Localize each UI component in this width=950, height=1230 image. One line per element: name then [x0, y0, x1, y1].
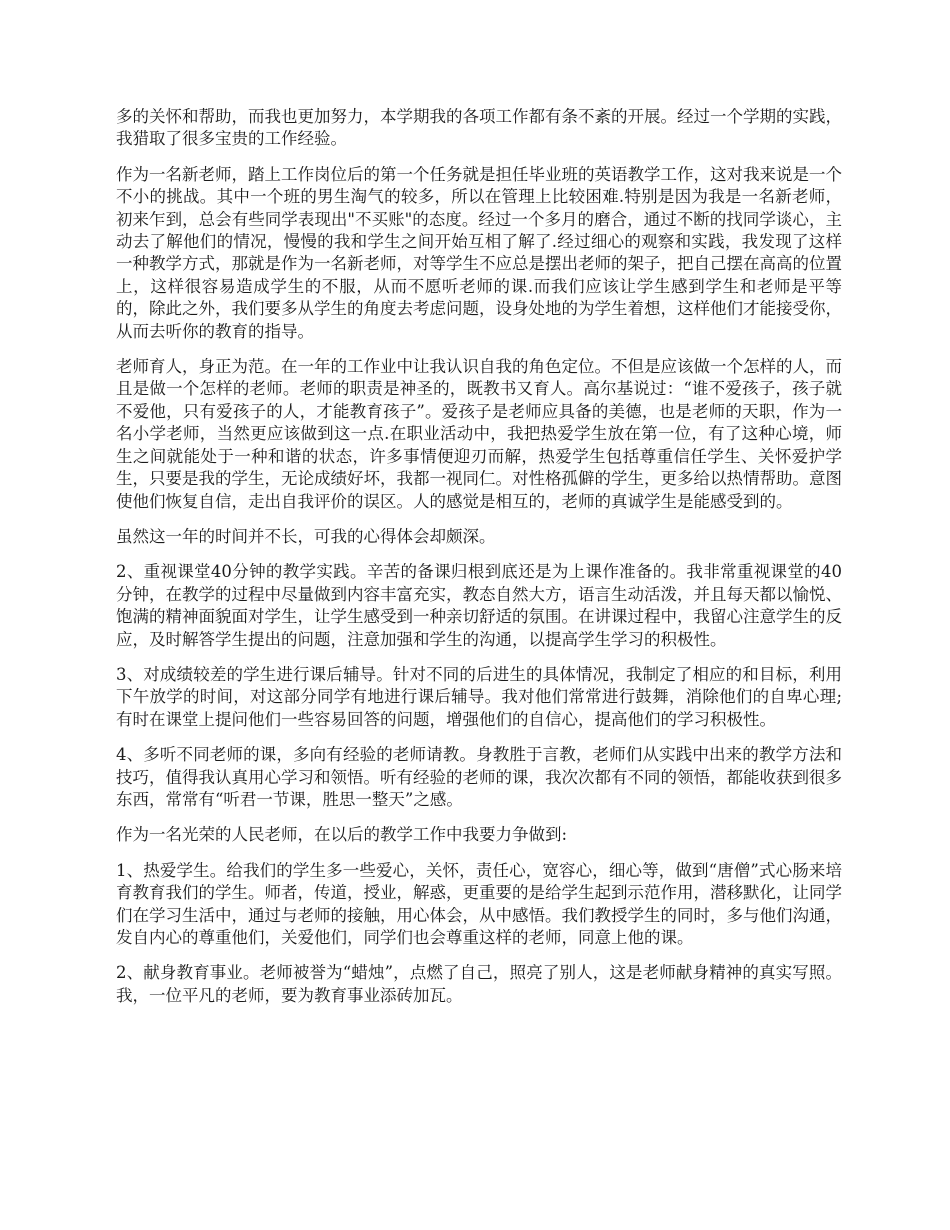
- paragraph-4: 虽然这一年的时间并不长，可我的心得体会却颇深。: [116, 526, 496, 546]
- paragraph-7: 4、多听不同老师的课，多向有经验的老师请教。身教胜于言教，老师们从实践中出来的教学方法和技巧，值得我认真用心学习和领悟。听有经验的老师的课，我次次都有不同的领悟，都能收获到很多东西，常常有“听君一节课，胜思一整天”之感。: [116, 745, 842, 809]
- paragraph-3: 老师育人，身正为范。在一年的工作业中让我认识自我的角色定位。不但是应该做一个怎样的人，而且是做一个怎样的老师。老师的职责是神圣的，既教书又育人。高尔基说过：“谁不爱孩子，孩子就不爱他，只有爱孩子的人，才能教育孩子”。爱孩子是老师应具备的美德，也是老师的天职，作为一名小学老师，当然更应该做到这一点.在职业活动中，我把热爱学生放在第一位，有了这种心境，师生之间就能处于一种和谐的状态，许多事情便迎刃而解，热爱学生包括尊重信任学生、关怀爱护学生，只要是我的学生，无论成绩好坏，我都一视同仁。对性格孤僻的学生，更多给以热情帮助。意图使他们恢复自信，走出自我评价的误区。人的感觉是相互的，老师的真诚学生是能感受到的。: [116, 357, 842, 511]
- paragraph-9: 1、热爱学生。给我们的学生多一些爱心，关怀，责任心，宽容心，细心等，做到“唐僧”式心肠来培育教育我们的学生。师者，传道，授业，解惑，更重要的是给学生起到示范作用，潜移默化，让同学们在学习生活中，通过与老师的接触，用心体会，从中感悟。我们教授学生的同时，多与他们沟通，发自内心的尊重他们，关爱他们，同学们也会尊重这样的老师，同意上他的课。: [116, 860, 842, 947]
- paragraph-6: 3、对成绩较差的学生进行课后辅导。针对不同的后进生的具体情况，我制定了相应的和目标，利用下午放学的时间，对这部分同学有地进行课后辅导。我对他们常常进行鼓舞，消除他们的自卑心理;有时在课堂上提问他们一些容易回答的问题，增强他们的自信心，提高他们的学习积极性。: [116, 664, 842, 729]
- document-body: [116, 106, 842, 1020]
- paragraph-2: 作为一名新老师，踏上工作岗位后的第一个任务就是担任毕业班的英语教学工作，这对我来说是一个不小的挑战。其中一个班的男生淘气的较多，所以在管理上比较困难.特别是因为我是一名新老师，初来乍到，总会有些同学表现出"不买账"的态度。经过一个多月的磨合，通过不断的找同学谈心，主动去了解他们的情况，慢慢的我和学生之间开始互相了解了.经过细心的观察和实践，我发现了这样一种教学方式，那就是作为一名新老师，对等学生不应总是摆出老师的架子，把自己摆在高高的位置上，这样很容易造成学生的不服，从而不愿听老师的课.而我们应该让学生感到学生和老师是平等的，除此之外，我们要多从学生的角度去考虑问题，设身处地的为学生着想，这样他们才能接受你，从而去听你的教育的指导。: [116, 164, 842, 341]
- paragraph-1: 多的关怀和帮助，而我也更加努力，本学期我的各项工作都有条不紊的开展。经过一个学期的实践，我猎取了很多宝贵的工作经验。: [116, 107, 842, 149]
- paragraph-10: 2、献身教育事业。老师被誉为“蜡烛”，点燃了自己，照亮了别人，这是老师献身精神的真实写照。我，一位平凡的老师，要为教育事业添砖加瓦。: [116, 963, 842, 1005]
- paragraph-5: 2、重视课堂40分钟的教学实践。辛苦的备课归根到底还是为上课作准备的。我非常重视课堂的40分钟，在教学的过程中尽量做到内容丰富充实，教态自然大方，语言生动活泼，并且每天都以愉悦、饱满的精神面貌面对学生，让学生感受到一种亲切舒适的氛围。在讲课过程中，我留心注意学生的反应，及时解答学生提出的问题，注意加强和学生的沟通，以提高学生学习的积极性。: [116, 562, 842, 649]
- paragraph-8: 作为一名光荣的人民老师，在以后的教学工作中我要力争做到:: [116, 825, 568, 845]
